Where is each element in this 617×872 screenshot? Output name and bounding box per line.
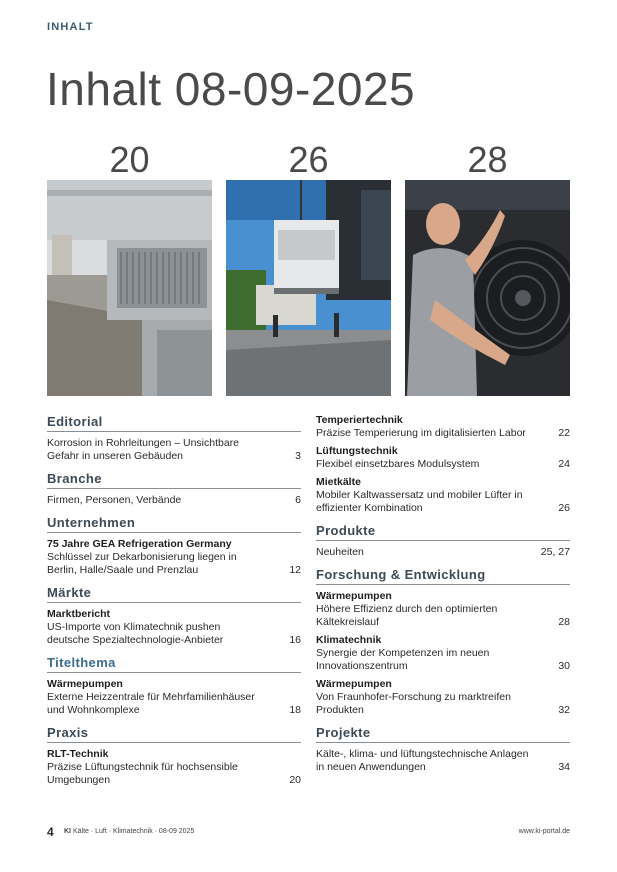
toc-entry-page: 28	[558, 616, 570, 628]
feature-page-number: 20	[109, 139, 150, 180]
toc-section-praxis	[47, 725, 301, 787]
toc-entry-page: 32	[558, 704, 570, 716]
toc-entry[interactable]	[316, 748, 570, 774]
toc-section-forschung	[316, 567, 570, 717]
toc-section-maerkte	[47, 585, 301, 647]
toc-entry[interactable]	[316, 590, 570, 629]
toc-rubric: Editorial	[47, 414, 301, 432]
toc-rubric: Projekte	[316, 725, 570, 743]
toc-entry-page: 25, 27	[540, 546, 570, 558]
toc-entry-kicker: RLT-Technik	[47, 748, 109, 760]
toc-entry[interactable]	[316, 476, 570, 515]
feature-photo-condenser-units	[47, 180, 212, 396]
toc-entry-page: 6	[295, 494, 301, 506]
toc-rubric: Branche	[47, 471, 301, 489]
toc-rubric: Märkte	[47, 585, 301, 603]
toc-entry-kicker: Klimatechnik	[316, 634, 382, 646]
toc-entry[interactable]	[47, 608, 301, 647]
toc-section-praxis-continued	[316, 414, 570, 515]
toc-section-branche	[47, 471, 301, 507]
toc-entry-text: Korrosion in Rohrleitungen – Unsichtbare Gefahr in unseren Gebäuden	[47, 437, 240, 462]
toc-entry-text: Neuheiten	[316, 546, 364, 558]
toc-entry[interactable]	[316, 546, 570, 559]
toc-entry-text: Präzise Temperierung im digitalisierten Labor	[316, 427, 526, 439]
toc-entry-text: Kälte-, klima- und lüftungstechnische Anlagen in neuen Anwendungen	[316, 748, 529, 773]
toc-entry-page: 24	[558, 458, 570, 470]
toc-entry[interactable]	[47, 437, 301, 463]
toc-entry-page: 20	[289, 774, 301, 786]
toc-rubric: Titelthema	[47, 655, 301, 673]
toc-rubric: Praxis	[47, 725, 301, 743]
feature-teaser-1[interactable]	[47, 140, 212, 180]
toc-entry[interactable]	[316, 445, 570, 471]
footer-url-link[interactable]: www.ki-portal.de	[518, 828, 570, 835]
toc-entry-kicker: Mietkälte	[316, 476, 361, 488]
toc-entry-kicker: Wärmepumpen	[316, 678, 392, 690]
toc-entry-kicker: Wärmepumpen	[47, 678, 123, 690]
toc-left-column	[47, 414, 301, 795]
toc-section-projekte	[316, 725, 570, 774]
feature-teaser-2[interactable]	[226, 140, 391, 180]
toc-entry-text: Höhere Effizienz durch den optimierten Kältekreislauf	[316, 603, 498, 628]
toc-entry-text: Schlüssel zur Dekarbonisierung liegen in Berlin, Halle/Saale und Prenzlau	[47, 551, 237, 576]
footer-magazine-name: Kälte · Luft · Klimatechnik · 08-09 2025	[72, 828, 195, 835]
toc-section-titelthema	[47, 655, 301, 717]
toc-entry-page: 30	[558, 660, 570, 672]
toc-entry[interactable]	[47, 748, 301, 787]
toc-entry-kicker: Temperiertechnik	[316, 414, 403, 426]
toc-rubric: Forschung & Entwicklung	[316, 567, 570, 585]
toc-entry-text: Synergie der Kompetenzen im neuen Innovationszentrum	[316, 647, 490, 672]
toc-entry-text: US-Importe von Klimatechnik pushen deutsche Spezialtechnologie-Anbieter	[47, 621, 224, 646]
toc-entry-page: 18	[289, 704, 301, 716]
toc-entry-page: 26	[558, 502, 570, 514]
footer-page-number: 4	[47, 825, 54, 839]
toc-right-column	[316, 414, 570, 782]
toc-rubric: Unternehmen	[47, 515, 301, 533]
toc-entry-text: Firmen, Personen, Verbände	[47, 494, 182, 506]
toc-entry-text: Flexibel einsetzbares Modulsystem	[316, 458, 480, 470]
footer-magazine-abbr: KI	[64, 828, 71, 835]
toc-entry-text: Präzise Lüftungstechnik für hochsensible Umgebungen	[47, 761, 238, 786]
toc-entry[interactable]	[47, 678, 301, 717]
section-tag: INHALT	[47, 21, 94, 33]
feature-photo-crane-lift	[226, 180, 391, 396]
toc-entry-kicker: Wärmepumpen	[316, 590, 392, 602]
toc-rubric: Produkte	[316, 523, 570, 541]
toc-entry[interactable]	[316, 634, 570, 673]
page-title: Inhalt 08-09-2025	[46, 63, 416, 115]
toc-entry-kicker: 75 Jahre GEA Refrigeration Germany	[47, 538, 232, 550]
toc-section-editorial	[47, 414, 301, 463]
toc-entry[interactable]	[47, 494, 301, 507]
feature-page-number: 26	[288, 139, 329, 180]
toc-entry-text: Externe Heizzentrale für Mehrfamilienhäuser und Wohnkomplexe	[47, 691, 255, 716]
toc-entry[interactable]	[47, 538, 301, 577]
toc-entry-kicker: Lüftungstechnik	[316, 445, 398, 457]
toc-entry-page: 16	[289, 634, 301, 646]
feature-photo-technician-fan	[405, 180, 570, 396]
toc-entry-kicker: Marktbericht	[47, 608, 111, 620]
toc-entry[interactable]	[316, 678, 570, 717]
toc-entry-page: 34	[558, 761, 570, 773]
toc-entry-page: 12	[289, 564, 301, 576]
toc-entry-text: Mobiler Kaltwassersatz und mobiler Lüfter in effizienter Kombination	[316, 489, 523, 514]
toc-entry-page: 22	[558, 427, 570, 439]
feature-page-number: 28	[467, 139, 508, 180]
footer-magazine	[64, 828, 194, 835]
toc-section-produkte	[316, 523, 570, 559]
toc-entry-page: 3	[295, 450, 301, 462]
feature-teaser-3[interactable]	[405, 140, 570, 180]
toc-entry-text: Von Fraunhofer-Forschung zu marktreifen Produkten	[316, 691, 511, 716]
toc-entry[interactable]	[316, 414, 570, 440]
toc-section-unternehmen	[47, 515, 301, 577]
